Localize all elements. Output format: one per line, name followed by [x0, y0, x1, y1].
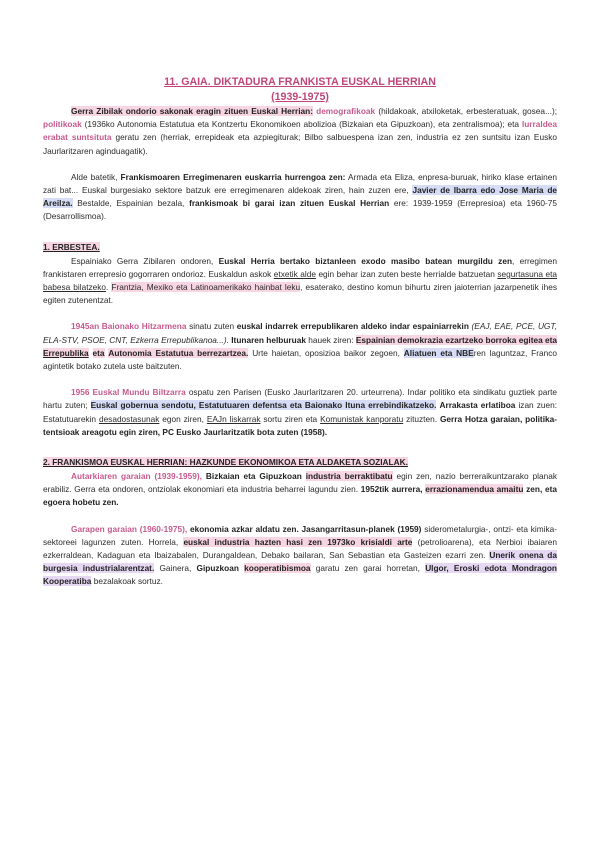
text: Bestalde, Espainian bezala, [77, 198, 185, 209]
highlight-gobernua: Euskal gobernua sendotu, Estatutuaren defentsa eta Baionako Ituna errebindikatzeko. [90, 400, 437, 411]
keyword-baiona: 1945an Baionako Hitzarmena [71, 321, 187, 332]
text: Alde batetik, [71, 171, 118, 182]
underlined-text: etxetik alde [273, 268, 316, 279]
bold-text: Gipuzkoan [196, 563, 239, 574]
italic-parties: (EAJ, EAE, PCE, UGT, ELA-STV, PSOE, CNT, Ezkerra Errepublikanoa...). [43, 321, 557, 345]
highlight-errepublika: Errepublika [43, 347, 89, 358]
bold-text: zen, eta egoera hobetu zen. [43, 484, 558, 508]
keyword-autarkia: Autarkiaren garaian (1939-1959), [71, 471, 202, 482]
page-subtitle-years: (1939-1975) [271, 91, 329, 103]
intro-highlight: Gerra Zibilak ondorio sakonak eragin zituen Euskal Herrian: [71, 106, 313, 116]
highlight-errazionamendua: errazionamendua amaitu [425, 484, 524, 495]
section-2-paragraph-1 [43, 470, 557, 510]
text: garatu zen garai horretan, [315, 563, 420, 574]
text: hauek ziren: [308, 334, 354, 345]
page-title: 11. GAIA. DIKTADURA FRANKISTA EUSKAL HERRIAN [164, 76, 436, 88]
text: (petrolioarena), eta Nerbioi ibaiaren ezkerraldean, Kadaguan eta Ibaizabalen, Durangaldean, Debako bailaran, San Sebastian eta Gasteizen ezarri zen. [43, 536, 557, 561]
section-2-heading: 2. FRANKISMOA EUSKAL HERRIAN: HAZKUNDE EKONOMIKOA ETA ALDAKETA SOZIALAK. [43, 457, 408, 468]
bold-text: Gerra Hotza garaian, politika-tentsioak areagotu egin ziren, PC Eusko Jaurlaritzatik bota zuten (1958). [43, 413, 557, 437]
underlined-text: desadostasunak [98, 413, 160, 424]
text: ospatu zen Parisen (Eusko Jaurlaritzaren 20. urteurrena). Indar politiko eta sindikatu guztiek parte hartu zuten; [43, 387, 557, 411]
keyword-biltzarra: 1956 Euskal Mundu Biltzarra [71, 387, 186, 398]
highlight-destinations: Frantzia, Mexiko eta Latinoamerikako hainbat leku [111, 282, 301, 293]
section-1-paragraph-3 [43, 386, 557, 439]
text: egin zen, nazio berreraikuntzarako planak erabiliz. Gerra eta ondoren, ontziolak ekonomiari eta industria beharrei lagundu zien. [43, 471, 558, 495]
text: egin behar izan zuten beste herrialde batzuetan [318, 268, 495, 279]
section-1-paragraph-2 [43, 320, 557, 373]
keyword-garapena: Garapen garaian (1960-1975), [71, 523, 188, 534]
highlight-industria: industria berraktibatu [305, 471, 393, 482]
text: siderometalurgia-, ontzi- eta kimika- sektoreei lagunzen zuten. Horrela, [43, 523, 557, 547]
highlight-aliatuak: Aliatuen eta NBE [403, 347, 474, 358]
underlined-text: segurtasuna eta babesa bilatzeko [43, 268, 557, 293]
bold-text: Bizkaian eta Gipuzkoan [205, 471, 302, 482]
section-2-paragraph-2 [43, 523, 557, 589]
text: izan zuen: Estatutuarekin [43, 400, 558, 424]
text: (hildakoak, atxiloketak, erbesteratuak, gosea...); [378, 106, 558, 116]
highlight-goal: Espainian demokrazia ezartzeko borroka egitea eta [355, 334, 558, 345]
text: (1936ko Autonomia Estatutua eta Kontzertu Ekonomikoen abolizioa (Bizkaian eta Gipuzkoan), eta zentralismoa); eta [84, 119, 520, 130]
bold-text: Arrakasta erlatiboa [439, 400, 516, 411]
keyword-lurraldea: lurraldea erabat suntsituta [43, 119, 557, 143]
bold-text: euskal indarrek errepublikaren aldeko indar espainiarrekin [236, 321, 469, 332]
bold-text: Euskal Herria bertako biztanleen exodo masibo batean murgildu zen [218, 255, 513, 266]
underlined-text: EAJn liskarrak [206, 413, 261, 424]
bold-text: ekonomia azkar aldatu zen. Jasangarritasun-planek (1959) [189, 523, 422, 534]
keyword-politikoak: politikoak [43, 119, 82, 130]
bold-text: 1952tik aurrera, [360, 484, 423, 495]
text: . [106, 282, 109, 293]
highlight-kooperatibismoa: kooperatibismoa [244, 563, 311, 574]
text: egon ziren, [162, 413, 204, 424]
intro-paragraph-1 [43, 105, 557, 158]
keyword-demografikoak: demografikoak [316, 106, 376, 116]
text: Armada eta Eliza, enpresa-buruak, hiriko klase ertainen zati bat... Euskal burgesiako sektore batzuk ere erregimenaren aldekoak ziren, hain zuzen ere, [43, 171, 557, 196]
section-1-heading: 1. ERBESTEA. [43, 241, 100, 252]
text: sinatu zuten [189, 321, 235, 332]
text: Espainiako Gerra Zibilaren ondoren, [71, 255, 214, 266]
text: sortu ziren eta [263, 413, 318, 424]
bold-text: Frankismoaren Erregimenaren euskarria hurrengoa zen: [120, 171, 346, 182]
text: bezalakoak sortuz. [93, 576, 163, 587]
highlight-estatutua: Autonomia Estatutua berrezartzea. [108, 347, 249, 358]
bold-text: Itunaren helburuak [231, 334, 306, 345]
bold-text: frankismoak bi garai izan zituen Euskal Herrian [189, 198, 390, 209]
underlined-text: Komunistak kanporatu [320, 413, 404, 424]
text: ren laguntzaz, Franco agintetik botako zutela uste baitzuten. [43, 347, 557, 372]
highlight-goal: eta [92, 347, 105, 358]
text: ere: 1939-1959 (Errepresioa) eta 1960-75 (Desarrollismoa). [43, 198, 557, 222]
section-1-paragraph-1 [43, 255, 557, 308]
text: Urte haietan, oposizioa baikor zegoen, [252, 347, 400, 358]
highlight-burgesia: Unerik onena da burgesia industrialarentzat. [43, 550, 557, 574]
text: geratu zen (herriak, errepideak eta azpiegiturak; Bilbo salbuespena izan zen, industria ez zen suntsitu izan Eusko Jaurlaritzaren aginduagatik). [43, 132, 557, 156]
text: zituzten. [406, 413, 438, 424]
text: Gainera, [159, 563, 192, 574]
text: , esaterako, destino komun bihurtu ziren jaioterrian jazarpenetik ihes egiten zutenentzat. [43, 282, 558, 306]
highlight-names: Javier de Ibarra edo Jose Maria de Areilza. [43, 185, 558, 209]
text: , erregimen frankistaren errepresio gogorraren ondorioz. Euskaldun askok [43, 255, 557, 279]
highlight-hazkundea: euskal industria hazten hasi zen 1973ko krisialdi arte [183, 536, 413, 547]
highlight-kooperatibak: Ulgor, Eroski edota Mondragon Kooperatiba [43, 563, 557, 587]
intro-paragraph-2 [43, 171, 557, 224]
